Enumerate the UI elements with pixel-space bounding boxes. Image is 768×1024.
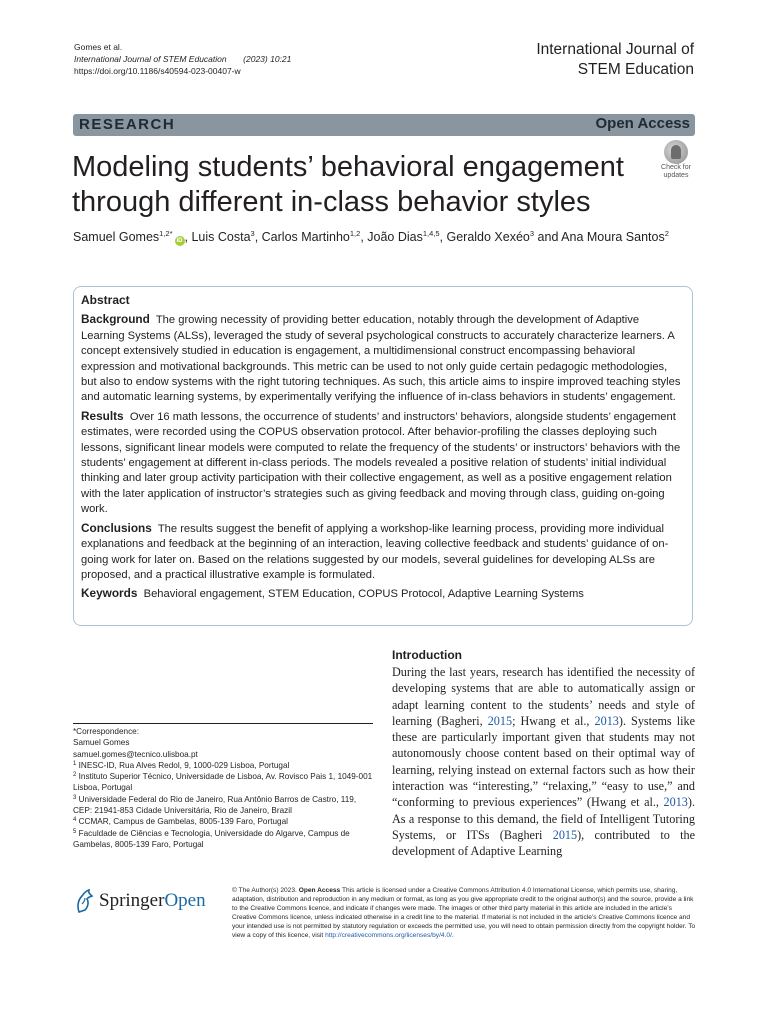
footnotes: *Correspondence: Samuel Gomes samuel.gomes@tecnico.ulisboa.pt $^1$ INESC-ID, Rua Alves Redol, 9, 1000-029 Lisboa, Portugal $^2$ Instituto Superior Técnico, Universidade de Lisboa, Av. Rovisco Pais 1, 1049-001 Lisboa, Portugal $^3$ Universidade Federal do Rio de Janeiro, Rua Antônio Barros de Castro, 119, CEP: 21941-853 Cidade Universitária, Rio de Janeiro, Brazil $^4$ CCMAR, Campus de Gambelas, 8005-139 Faro, Portugal $^5$ Faculdade de Ciências e Tecnologia, Universidade do Algarve, Campus de Gambelas, 8005-139 Faro, Portugal	[73, 727, 373, 849]
affiliation: $^3$ Universidade Federal do Rio de Janeiro, Rua Antônio Barros de Castro, 119, CEP: 21941-853 Cidade Universitária, Rio de Janeiro, Brazil	[73, 794, 357, 816]
citation-link[interactable]: 2015	[487, 713, 513, 728]
check-for-updates-badge[interactable]: Check for updates	[654, 140, 698, 184]
abstract-heading: Abstract	[81, 293, 130, 307]
citation-link[interactable]: 2013	[663, 795, 688, 810]
license-link[interactable]: http://creativecommons.org/licenses/by/4.0/	[325, 932, 452, 939]
journal-name: International Journal of STEM Education	[536, 41, 694, 78]
running-header	[74, 41, 291, 77]
citation-link[interactable]: 2013	[594, 713, 619, 728]
correspondence-email[interactable]: samuel.gomes@tecnico.ulisboa.pt	[73, 749, 198, 759]
abstract-conclusions: Conclusions The results suggest the benefit of applying a workshop-like learning process, providing more individual explanations and feedback at the beginning of an interaction, leaving collective feedback and students’ guidance of on-going work for later on. Based on the relations suggested by our models, several guidelines for developing ALSs are proposed, and a practical illustrative example is formulated.	[81, 520, 669, 581]
springer-open-logo: SpringerOpen	[73, 884, 223, 920]
author-name[interactable]: , Luis Costa	[184, 230, 251, 244]
author-name[interactable]: Samuel Gomes	[73, 230, 160, 244]
author-name[interactable]: , Geraldo Xexéo	[439, 230, 530, 244]
header-journal: International Journal of STEM Education (2023) 10:21	[74, 54, 292, 64]
affiliation: $^4$ CCMAR, Campus de Gambelas, 8005-139 Faro, Portugal	[73, 817, 288, 827]
header-author: Gomes et al.	[74, 42, 123, 52]
affiliation: $^2$ Instituto Superior Técnico, Universidade de Lisboa, Av. Rovisco Pais 1, 1049-001 Lisboa, Portugal	[73, 772, 373, 793]
author-list: Samuel Gomes$^{1,2*}$iD , Luis Costa$^3$, Carlos Martinho$^{1,2}$, João Dias$^{1,4,5}$, Geraldo Xexéo$^3$ and Ana Moura Santos$^2$	[73, 229, 669, 244]
introduction-text: During the last years, research has identified the necessity of developing systems that are able to automatically assign or adapt learning content to the students’ needs and style of learning (Bagheri, 2015; Hwang et al., 2013). Systems like these are particularly important given that students may not autonomously choose content based on their optimal way of learning, relying instead on external factors such as how their interaction was “interesting,” “relaxing,” “easy to use,” and “conforming to previous experiences” (Hwang et al., 2013). As a response to this demand, the field of Intelligent Tutoring Systems, or ITSs (Bagheri 2015), contributed to the development of Adaptive Learning	[392, 665, 695, 859]
update-icon	[664, 140, 688, 164]
article-type-label: RESEARCH	[79, 116, 176, 133]
license-text: © The Author(s) 2023. Open Access This article is licensed under a Creative Commons Attribution 4.0 International License, which permits use, sharing, adaptation, distribution and reproduction in any medium or format, as long as you give appropriate credit to the original author(s) and the source, provide a link to the Creative Commons licence, and indicate if changes were made. The images or other third party material in this article are included in the article’s Creative Commons licence, unless indicated otherwise in a credit line to the material. If material is not included in the article’s Creative Commons licence and your intended use is not permitted by statutory regulation or exceeds the permitted use, you will need to obtain permission directly from the copyright holder. To view a copy of this licence, visit http://creativecommons.org/licenses/by/4.0/.	[232, 887, 696, 939]
orcid-icon[interactable]: iD	[176, 238, 183, 244]
header-doi[interactable]: https://doi.org/10.1186/s40594-023-00407-w	[74, 66, 241, 76]
author-name[interactable]: and Ana Moura Santos	[534, 230, 665, 244]
abstract-background: Background The growing necessity of providing better education, notably through the development of Adaptive Learning Systems (ALSs), leveraged the study of several psychological constructs to accurately characterize learners. A concept extensively studied in education is engagement, a multidimensional construct encompassing behavioral expression and motivational backgrounds. This metric can be used to not only guide certain pedagogic methodologies, but also to endow systems with the right tutoring techniques. As such, this article aims to inspire improved teaching styles and automatic learning systems, by experimentally verifying the influence of in-class behaviors in students’ engagement.	[81, 312, 681, 404]
affiliation: $^1$ INESC-ID, Rua Alves Redol, 9, 1000-029 Lisboa, Portugal	[73, 760, 290, 770]
introduction-heading: Introduction	[392, 648, 462, 662]
springer-horse-icon	[73, 888, 95, 914]
article-type-bar	[73, 114, 695, 136]
footnote-divider	[73, 723, 373, 724]
author-name[interactable]: , João Dias	[360, 230, 423, 244]
abstract-keywords: Keywords Behavioral engagement, STEM Education, COPUS Protocol, Adaptive Learning Systems	[81, 586, 584, 601]
author-name[interactable]: , Carlos Martinho	[254, 230, 350, 244]
open-access-label: Open Access	[595, 115, 690, 132]
article-title: Modeling students’ behavioral engagement through different in-class behavior styles	[72, 151, 624, 218]
affiliation: $^5$ Faculdade de Ciências e Tecnologia, Universidade do Algarve, Campus de Gambelas, 8005-139 Faro, Portugal	[73, 828, 350, 849]
abstract	[81, 293, 685, 606]
citation-link[interactable]: 2015	[552, 827, 578, 842]
abstract-results: Results Over 16 math lessons, the occurrence of students’ and instructors’ behaviors, alongside students’ engagement estimates, were recorded using the COPUS observation protocol. After behavior-profiling the classes deploying such lessons, significant linear models were computed to relate the frequency of the students’ or instructors’ behaviors with the students’ engagement at different in-class periods. The models revealed a positive relation of students’ initial individual thinking and later group activity participation with their collective engagement, as well as a positive engagement relation with the later application of instructor’s strategies such as giving feedback and moving through class, guiding on-going work.	[81, 408, 681, 516]
